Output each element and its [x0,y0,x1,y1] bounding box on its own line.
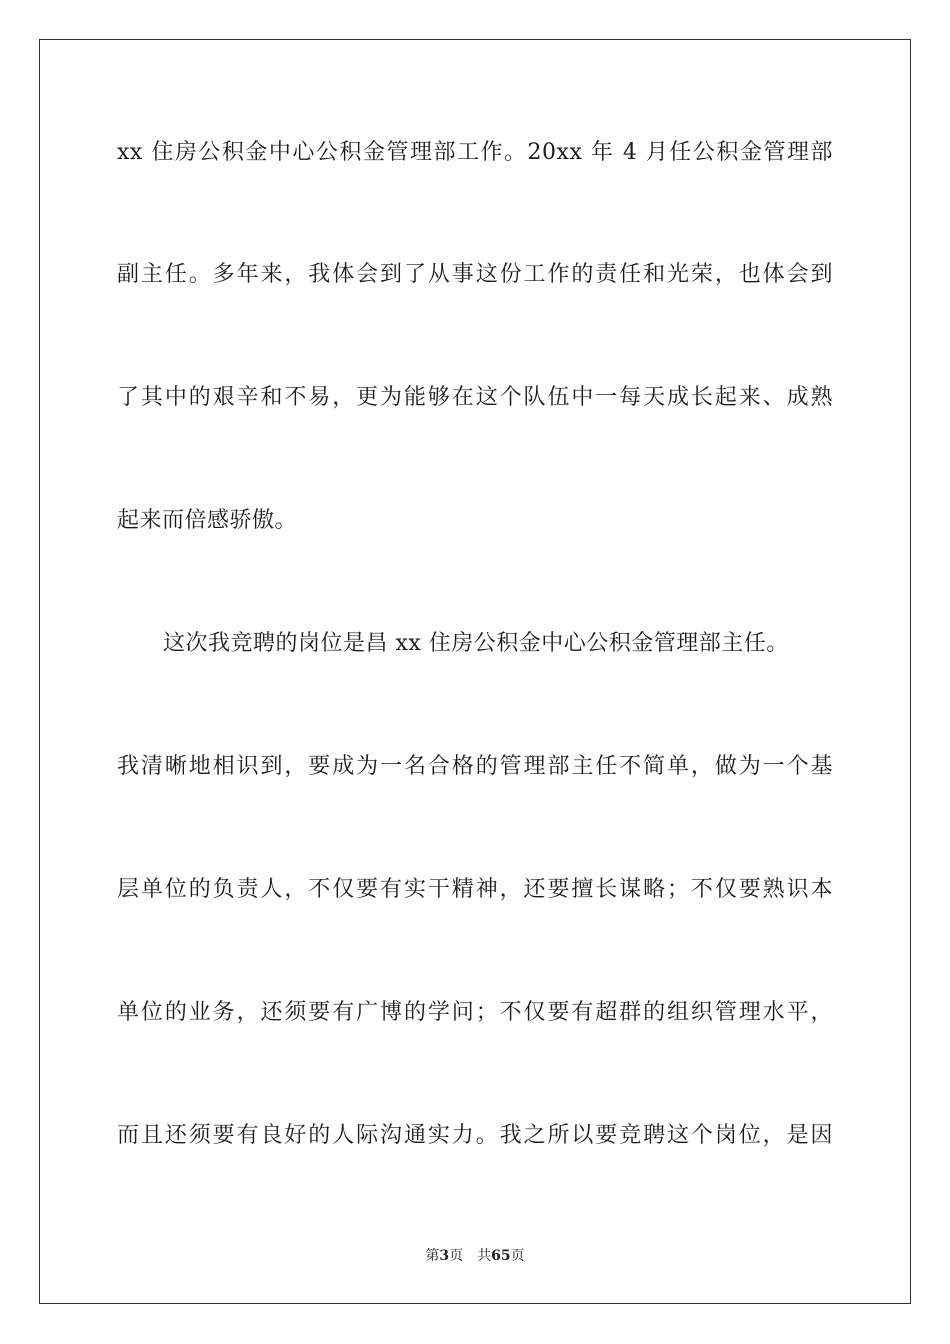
page-footer [0,1247,950,1265]
page-prefix: 第 [425,1248,440,1264]
text-line: 而且还须要有良好的人际沟通实力。我之所以要竞聘这个岗位，是因 [117,1123,833,1148]
text-line: 层单位的负责人，不仅要有实干精神，还要擅长谋略；不仅要熟识本 [117,877,833,902]
page-suffix: 页 [449,1248,464,1264]
text-line: 我清晰地相识到，要成为一名合格的管理部主任不简单，做为一个基 [117,754,833,779]
text-line: 起来而倍感骄傲。 [117,508,298,533]
text-line-indented: 这次我竞聘的岗位是昌 xx 住房公积金中心公积金管理部主任。 [163,631,789,656]
text-line: 了其中的艰辛和不易，更为能够在这个队伍中一每天成长起来、成熟 [117,385,833,410]
total-suffix: 页 [510,1248,525,1264]
text-line: 副主任。多年来，我体会到了从事这份工作的责任和光荣，也体会到 [117,262,833,287]
total-prefix: 共 [477,1248,492,1264]
page-number: 3 [439,1248,450,1264]
total-pages: 65 [491,1248,511,1264]
text-line: xx 住房公积金中心公积金管理部工作。20xx 年 4 月任公积金管理部 [117,140,833,165]
page-border [39,39,911,1304]
text-line: 单位的业务，还须要有广博的学问；不仅要有超群的组织管理水平， [117,1000,833,1025]
